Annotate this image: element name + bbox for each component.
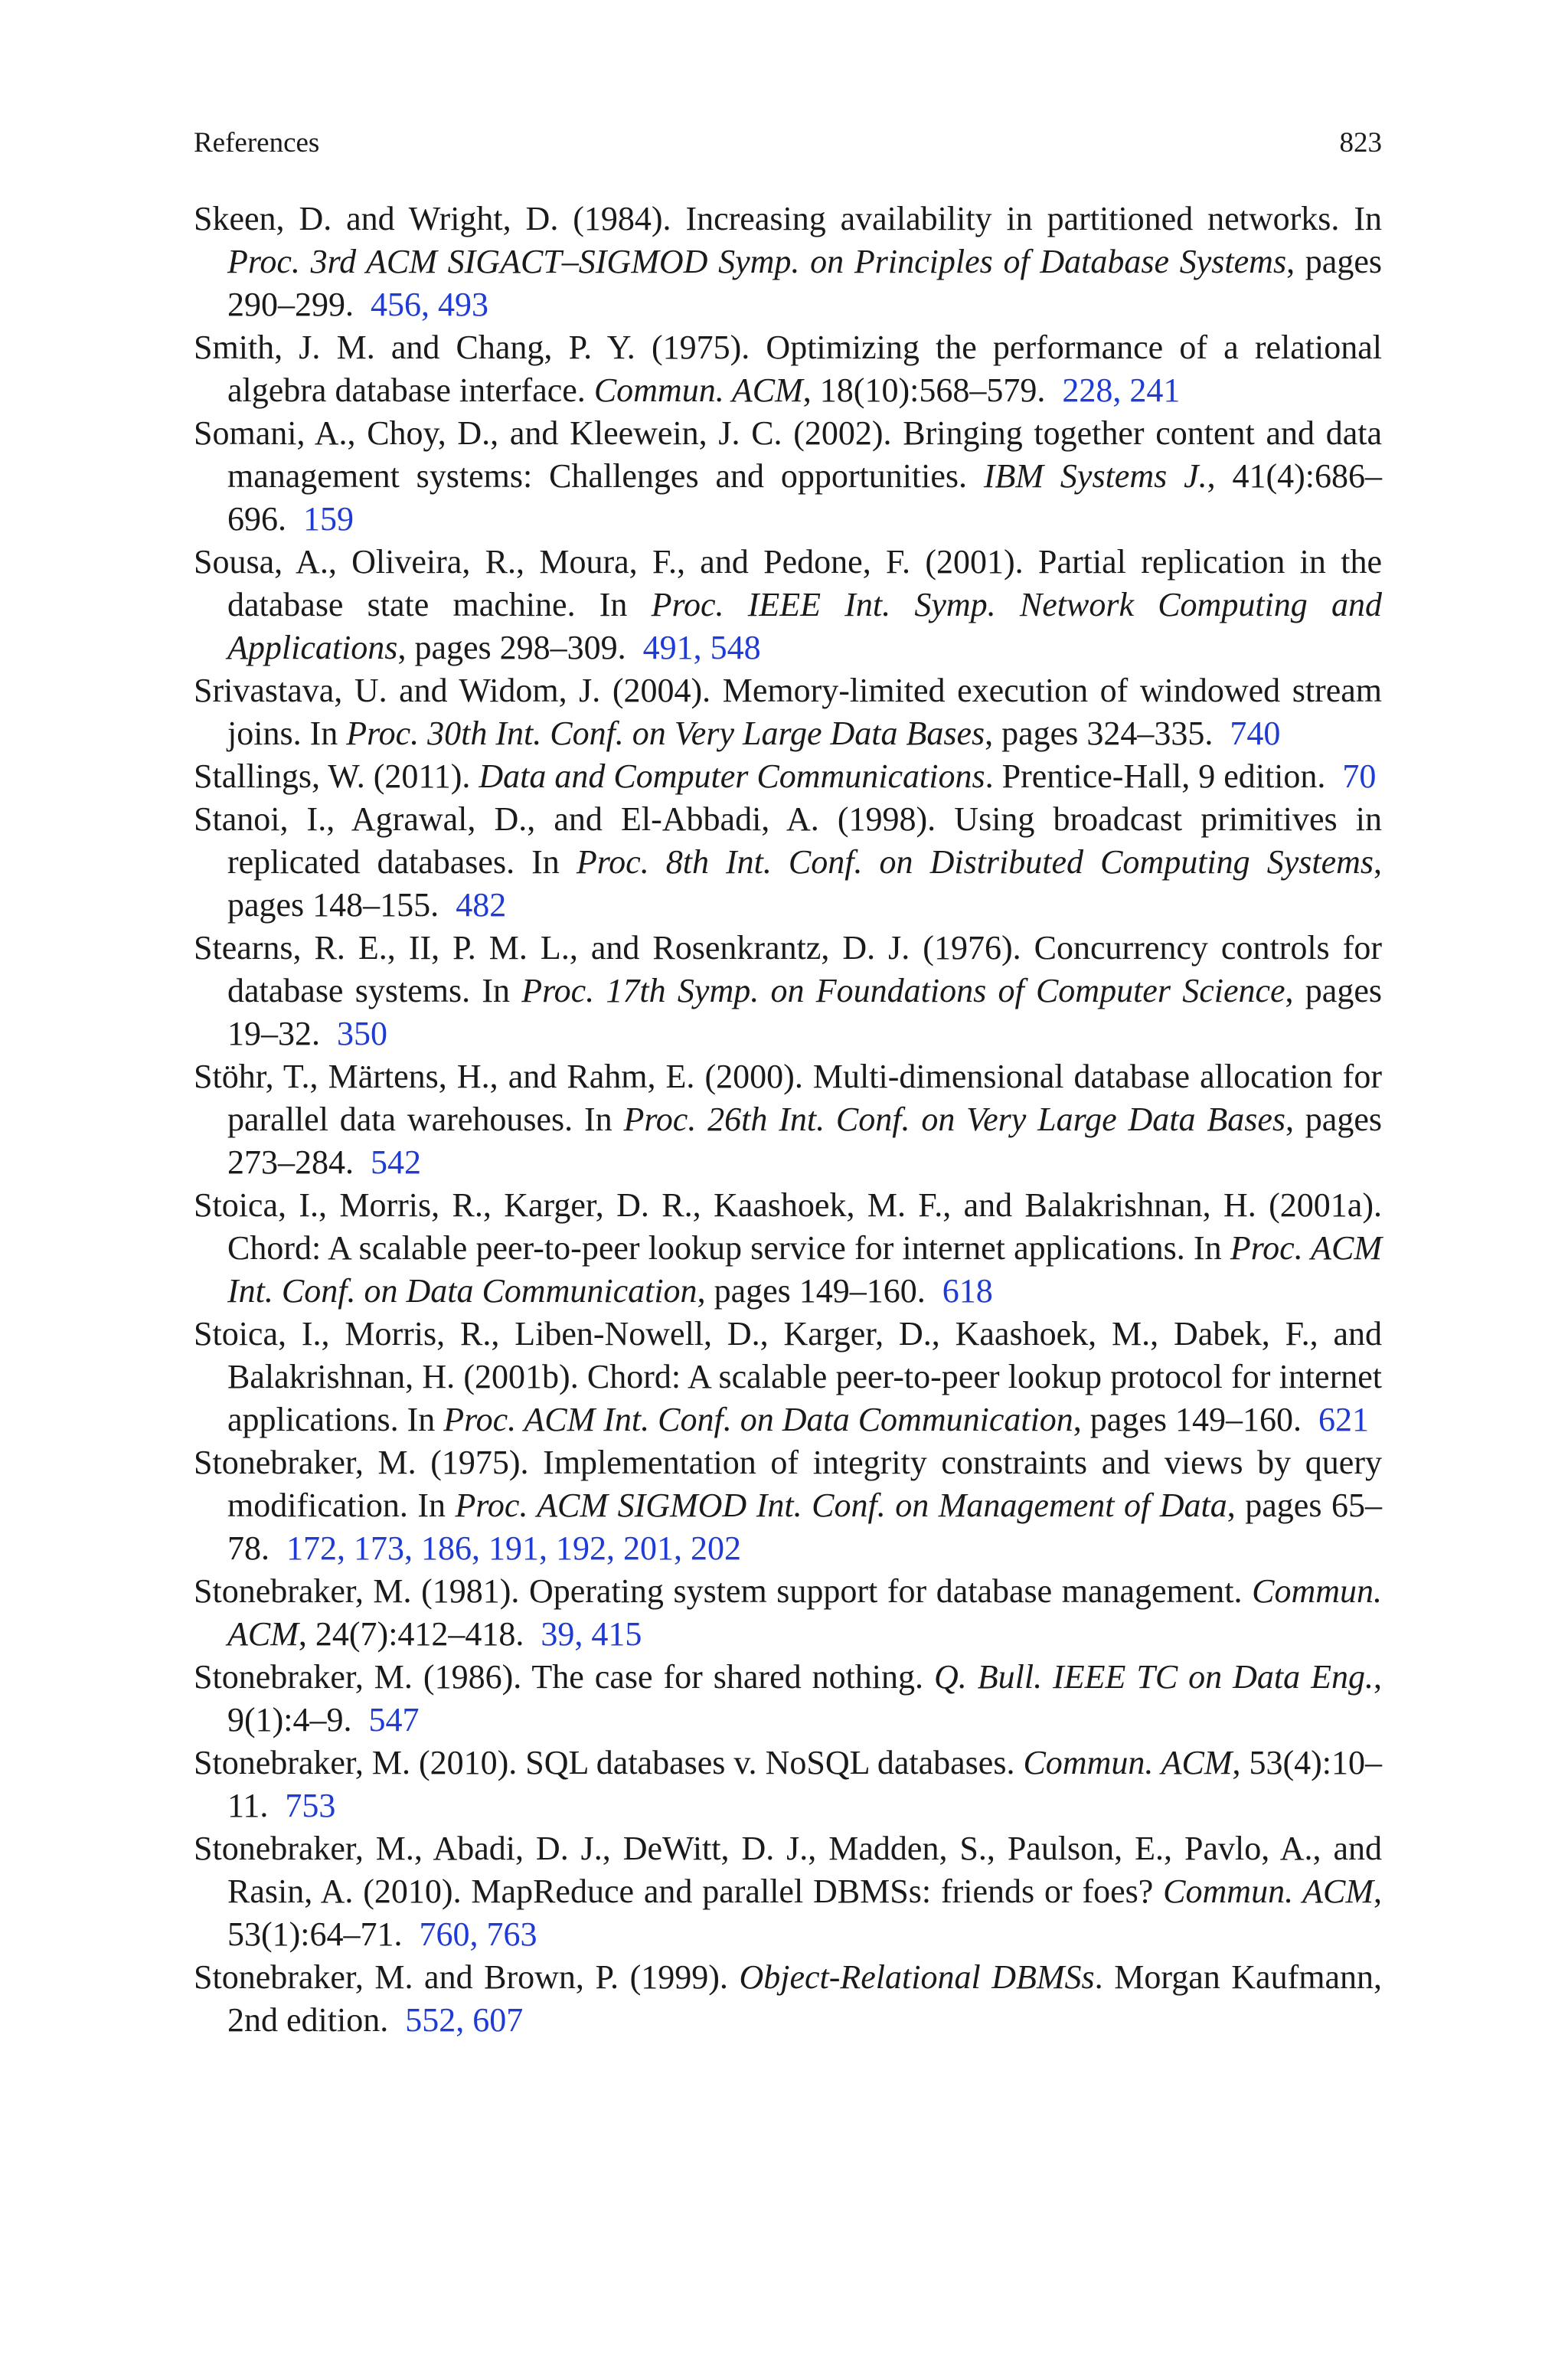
reference-text: Stonebraker, M., Abadi, D. J., DeWitt, D. J., Madden, S., Paulson, E., Pavlo, A., and Rasin, A. (2010). MapReduce and parallel DBMSs: friends or foes? [194, 1830, 1382, 1910]
reference-venue: Data and Computer Communications [479, 757, 985, 795]
reference-details: , pages 298–309. [397, 629, 626, 666]
back-reference-link[interactable]: 621 [1318, 1401, 1369, 1438]
reference-venue: Proc. ACM Int. Conf. on Data Communication [443, 1401, 1073, 1438]
back-reference-links: 39, 415 [541, 1615, 642, 1653]
reference-text: Stonebraker, M. and Brown, P. (1999). [194, 1958, 740, 1996]
back-reference-links: 552, 607 [405, 2001, 524, 2039]
back-reference-links [337, 1015, 387, 1052]
back-reference-link[interactable]: 542 [371, 1143, 421, 1181]
reference-entry [194, 1956, 1382, 2042]
back-reference-link[interactable]: 202 [691, 1529, 741, 1567]
reference-details: , pages 324–335. [985, 715, 1214, 752]
reference-details: , pages 149–160. [697, 1272, 926, 1310]
back-reference-link[interactable]: 552 [405, 2001, 456, 2039]
back-reference-links [942, 1272, 993, 1310]
back-reference-links: 760, 763 [419, 1915, 537, 1953]
back-reference-link[interactable]: 192 [556, 1529, 606, 1567]
reference-entry [194, 927, 1382, 1055]
reference-text: Sousa, A., Oliveira, R., Moura, F., and Pedone, F. (2001). Partial replication in the database state machine. In [194, 543, 1382, 623]
reference-entry [194, 326, 1382, 412]
reference-text: Stanoi, I., Agrawal, D., and El-Abbadi, A. (1998). Using broadcast primitives in replicated databases. In [194, 800, 1382, 881]
reference-venue: IBM Systems J. [983, 457, 1207, 495]
reference-details: , 18(10):568–579. [802, 371, 1046, 409]
back-reference-links [456, 886, 506, 924]
reference-text: Stonebraker, M. (1975). Implementation of integrity constraints and views by query modification. In [194, 1444, 1382, 1524]
back-reference-link[interactable]: 228 [1062, 371, 1113, 409]
back-reference-link[interactable]: 415 [591, 1615, 642, 1653]
back-reference-link[interactable]: 760 [419, 1915, 470, 1953]
back-reference-link[interactable]: 241 [1129, 371, 1181, 409]
back-reference-link[interactable]: 618 [942, 1272, 993, 1310]
back-reference-link[interactable]: 173 [354, 1529, 404, 1567]
reference-text: Stonebraker, M. (1981). Operating system support for database management. [194, 1572, 1253, 1610]
reference-details: , pages 65–78. [227, 1487, 1382, 1567]
back-reference-link[interactable]: 172 [286, 1529, 337, 1567]
reference-entry [194, 412, 1382, 541]
back-reference-links: 456, 493 [371, 286, 488, 323]
reference-entry [194, 1570, 1382, 1656]
reference-entry [194, 1742, 1382, 1827]
reference-entry [194, 1055, 1382, 1184]
back-reference-links: 228, 241 [1062, 371, 1181, 409]
back-reference-links [371, 1143, 421, 1181]
reference-venue: Proc. 8th Int. Conf. on Distributed Computing Systems [576, 843, 1374, 881]
reference-text: Stöhr, T., Märtens, H., and Rahm, E. (2000). Multi-dimensional database allocation for parallel data warehouses. In [194, 1058, 1382, 1138]
back-reference-link[interactable]: 186 [421, 1529, 472, 1567]
back-reference-links: 491, 548 [642, 629, 761, 666]
reference-text: Somani, A., Choy, D., and Kleewein, J. C. (2002). Bringing together content and data management systems: Challenges and opportunities. [194, 414, 1382, 495]
reference-details: , 53(4):10–11. [227, 1744, 1382, 1824]
reference-details: . Morgan Kaufmann, 2nd edition. [227, 1958, 1382, 2039]
back-reference-link[interactable]: 39 [541, 1615, 575, 1653]
reference-details: , 9(1):4–9. [227, 1658, 1382, 1739]
back-reference-link[interactable]: 482 [456, 886, 507, 924]
reference-text: Stonebraker, M. (2010). SQL databases v. NoSQL databases. [194, 1744, 1024, 1781]
back-reference-links [303, 500, 354, 538]
reference-details: , 53(1):64–71. [227, 1873, 1383, 1953]
reference-venue: Q. Bull. IEEE TC on Data Eng. [934, 1658, 1374, 1696]
reference-details: . Prentice-Hall, 9 edition. [985, 757, 1326, 795]
reference-venue: Proc. 30th Int. Conf. on Very Large Data Bases [346, 715, 985, 752]
reference-entry [194, 798, 1382, 927]
reference-entry [194, 1441, 1382, 1570]
reference-venue: Commun. ACM [1023, 1744, 1233, 1781]
reference-text: Skeen, D. and Wright, D. (1984). Increasing availability in partitioned networks. In [194, 200, 1382, 237]
back-reference-links [369, 1701, 420, 1739]
reference-details: , pages 290–299. [227, 243, 1382, 323]
back-reference-link[interactable]: 607 [472, 2001, 524, 2039]
reference-text: Stoica, I., Morris, R., Liben-Nowell, D., Karger, D., Kaashoek, M., Dabek, F., and Balakrishnan, H. (2001b). Chord: A scalable peer-to-peer lookup protocol for internet applications. In [194, 1315, 1382, 1438]
back-reference-link[interactable]: 456 [371, 286, 421, 323]
reference-entry [194, 1184, 1382, 1313]
reference-venue: Commun. ACM [227, 1572, 1382, 1653]
reference-details: , 41(4):686–696. [227, 457, 1383, 538]
reference-entry [194, 1827, 1382, 1956]
back-reference-link[interactable]: 493 [438, 286, 488, 323]
back-reference-link[interactable]: 763 [486, 1915, 537, 1953]
back-reference-link[interactable]: 201 [623, 1529, 674, 1567]
reference-details: , pages 149–160. [1073, 1401, 1302, 1438]
reference-details: , pages 148–155. [227, 843, 1382, 924]
reference-entry [194, 541, 1382, 669]
back-reference-links [1342, 757, 1376, 795]
reference-venue: Proc. 26th Int. Conf. on Very Large Data Bases [623, 1101, 1285, 1138]
reference-venue: Proc. IEEE Int. Symp. Network Computing and Applications [227, 586, 1382, 666]
reference-entry [194, 1313, 1382, 1441]
reference-text: Smith, J. M. and Chang, P. Y. (1975). Optimizing the performance of a relational algebra database interface. [194, 329, 1382, 409]
reference-details: , 24(7):412–418. [298, 1615, 524, 1653]
back-reference-link[interactable]: 491 [642, 629, 694, 666]
back-reference-links: 172, 173, 186, 191, 192, 201, 202 [286, 1529, 741, 1567]
reference-text: Stoica, I., Morris, R., Karger, D. R., Kaashoek, M. F., and Balakrishnan, H. (2001a). Chord: A scalable peer-to-peer lookup service for internet applications. In [194, 1186, 1382, 1267]
reference-entry [194, 1656, 1382, 1742]
reference-text: Stonebraker, M. (1986). The case for shared nothing. [194, 1658, 935, 1696]
back-reference-link[interactable]: 753 [285, 1787, 336, 1824]
reference-venue: Proc. ACM SIGMOD Int. Conf. on Management of Data [455, 1487, 1227, 1524]
reference-details: , pages 19–32. [227, 972, 1382, 1052]
reference-venue: Commun. ACM [593, 371, 803, 409]
back-reference-link[interactable]: 70 [1342, 757, 1377, 795]
reference-entry [194, 669, 1382, 755]
reference-venue: Object-Relational DBMSs [739, 1958, 1095, 1996]
back-reference-links [1230, 715, 1280, 752]
reference-entry [194, 755, 1382, 798]
back-reference-link[interactable]: 191 [488, 1529, 539, 1567]
reference-venue: Proc. ACM Int. Conf. on Data Communication [227, 1229, 1383, 1310]
reference-text: Stallings, W. (2011). [194, 757, 479, 795]
reference-venue: Proc. 17th Symp. on Foundations of Computer Science [521, 972, 1285, 1009]
back-reference-link[interactable]: 740 [1230, 715, 1281, 752]
back-reference-links [285, 1787, 335, 1824]
reference-text: Stearns, R. E., II, P. M. L., and Rosenkrantz, D. J. (1976). Concurrency controls for database systems. In [194, 929, 1382, 1009]
running-head [194, 124, 1382, 162]
reference-venue: Commun. ACM [1163, 1873, 1374, 1910]
reference-text: Srivastava, U. and Widom, J. (2004). Memory-limited execution of windowed stream joins. In [194, 672, 1382, 752]
reference-list [194, 198, 1382, 2042]
back-reference-links [1318, 1401, 1369, 1438]
reference-details: , pages 273–284. [227, 1101, 1382, 1181]
page-number: 823 [1339, 127, 1382, 159]
back-reference-link[interactable]: 350 [337, 1015, 387, 1052]
back-reference-link[interactable]: 548 [710, 629, 761, 666]
running-head-section: References [194, 127, 320, 159]
back-reference-link[interactable]: 159 [303, 500, 354, 538]
back-reference-link[interactable]: 547 [368, 1701, 420, 1739]
reference-venue: Proc. 3rd ACM SIGACT–SIGMOD Symp. on Principles of Database Systems [227, 243, 1287, 280]
reference-entry [194, 198, 1382, 326]
